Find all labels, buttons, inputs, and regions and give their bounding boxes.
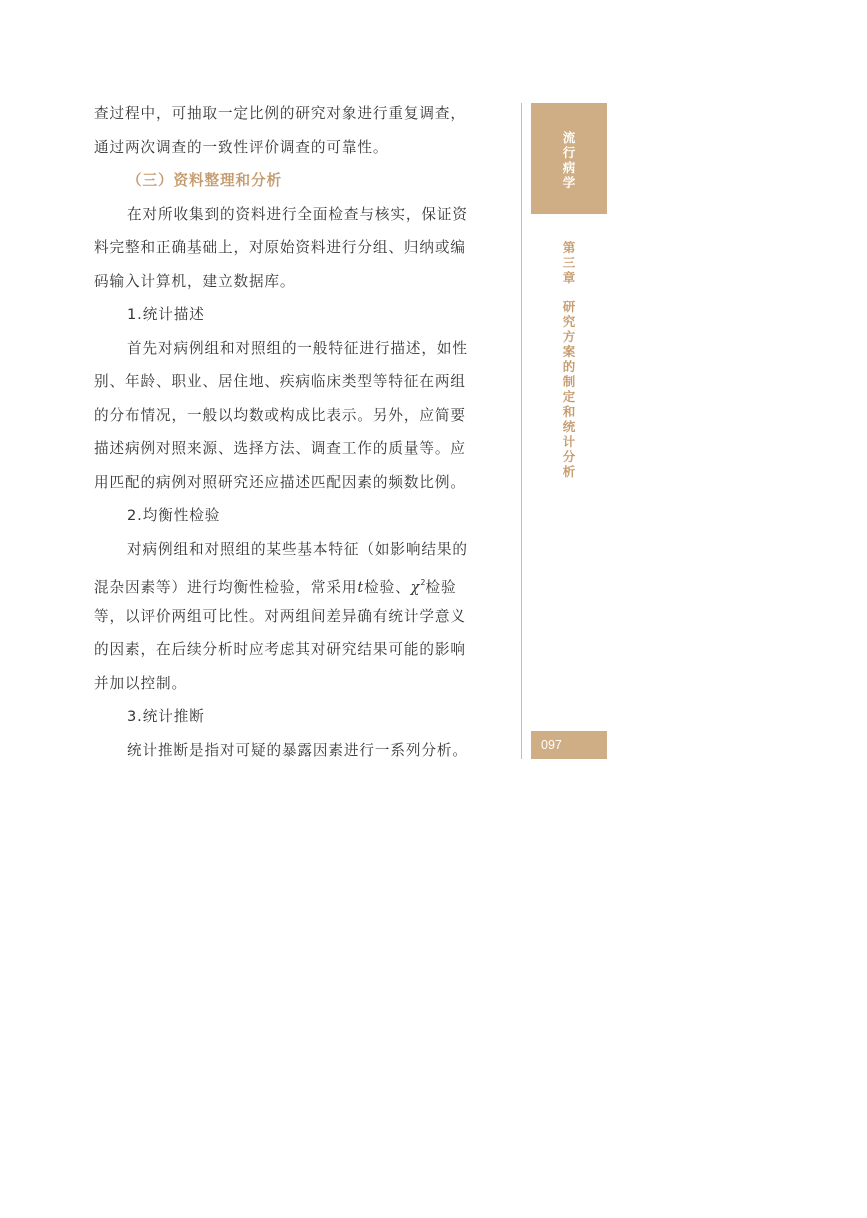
text-line-17: 的因素，在后续分析时应考虑其对研究结果可能的影响 <box>94 641 466 658</box>
chapter-title-char: 案 <box>562 344 576 359</box>
text-line-4: 在对所收集到的资料进行全面检查与核实，保证资 <box>127 205 468 223</box>
chapter-title-char: 研 <box>562 299 576 314</box>
chapter-title-char: 和 <box>562 404 576 419</box>
text-segment: 检验 <box>425 579 457 596</box>
section-heading: （三）资料整理和分析 <box>127 172 282 189</box>
text-line-9: 别、年龄、职业、居住地、疾病临床类型等特征在两组 <box>94 373 466 390</box>
book-title-tab <box>531 103 607 214</box>
text-line-16: 等，以评价两组可比性。对两组间差异确有统计学意义 <box>94 607 466 625</box>
chi-symbol: χ <box>410 579 421 596</box>
chapter-label-char: 三 <box>562 255 576 270</box>
text-line-15 <box>94 566 496 600</box>
text-line-8: 首先对病例组和对照组的一般特征进行描述，如性 <box>127 339 468 357</box>
chapter-title-char: 计 <box>562 434 576 449</box>
t-symbol: t <box>357 579 365 596</box>
text-line-18: 并加以控制。 <box>94 674 187 692</box>
text-line-14: 对病例组和对照组的某些基本特征（如影响结果的 <box>127 540 468 558</box>
subsection-title-2: 2.均衡性检验 <box>127 507 221 524</box>
text-line-1: 查过程中，可抽取一定比例的研究对象进行重复调查， <box>94 105 466 122</box>
text-segment: 检验、 <box>364 579 411 596</box>
vertical-divider <box>521 103 522 759</box>
book-title-char: 流 <box>562 130 576 145</box>
chapter-title-char: 统 <box>562 419 576 434</box>
chapter-label-char: 第 <box>562 240 576 255</box>
chapter-title-char: 析 <box>562 464 576 479</box>
text-line-6: 码输入计算机，建立数据库。 <box>94 272 296 290</box>
chapter-label-char: 章 <box>562 270 576 285</box>
text-line-5: 料完整和正确基础上，对原始资料进行分组、归纳或编 <box>94 239 466 256</box>
chapter-title-char: 分 <box>562 449 576 464</box>
chapter-title-char: 的 <box>562 359 576 374</box>
book-title-char: 病 <box>562 160 576 175</box>
chapter-gap <box>531 285 607 299</box>
text-line-2: 通过两次调查的一致性评价调查的可靠性。 <box>94 138 389 156</box>
superscript: 2 <box>420 578 426 587</box>
text-line-20: 统计推断是指对可疑的暴露因素进行一系列分析。 <box>127 741 468 759</box>
chapter-title-char: 究 <box>562 314 576 329</box>
text-segment: 混杂因素等）进行均衡性检验，常采用 <box>94 579 358 596</box>
body-text <box>94 97 496 767</box>
book-title-char: 行 <box>562 145 576 160</box>
chapter-title-char: 方 <box>562 329 576 344</box>
subsection-title-3: 3.统计推断 <box>127 708 205 725</box>
book-title-char: 学 <box>562 175 576 190</box>
chapter-title-char: 制 <box>562 374 576 389</box>
chapter-title-char: 定 <box>562 389 576 404</box>
chapter-title-vertical <box>531 240 607 479</box>
subsection-title-1: 1.统计描述 <box>127 306 205 323</box>
page-number: 097 <box>531 731 607 759</box>
text-line-10: 的分布情况，一般以均数或构成比表示。另外，应简要 <box>94 406 466 424</box>
text-line-12: 用匹配的病例对照研究还应描述匹配因素的频数比例。 <box>94 473 466 491</box>
text-line-11: 描述病例对照来源、选择方法、调查工作的质量等。应 <box>94 440 466 457</box>
